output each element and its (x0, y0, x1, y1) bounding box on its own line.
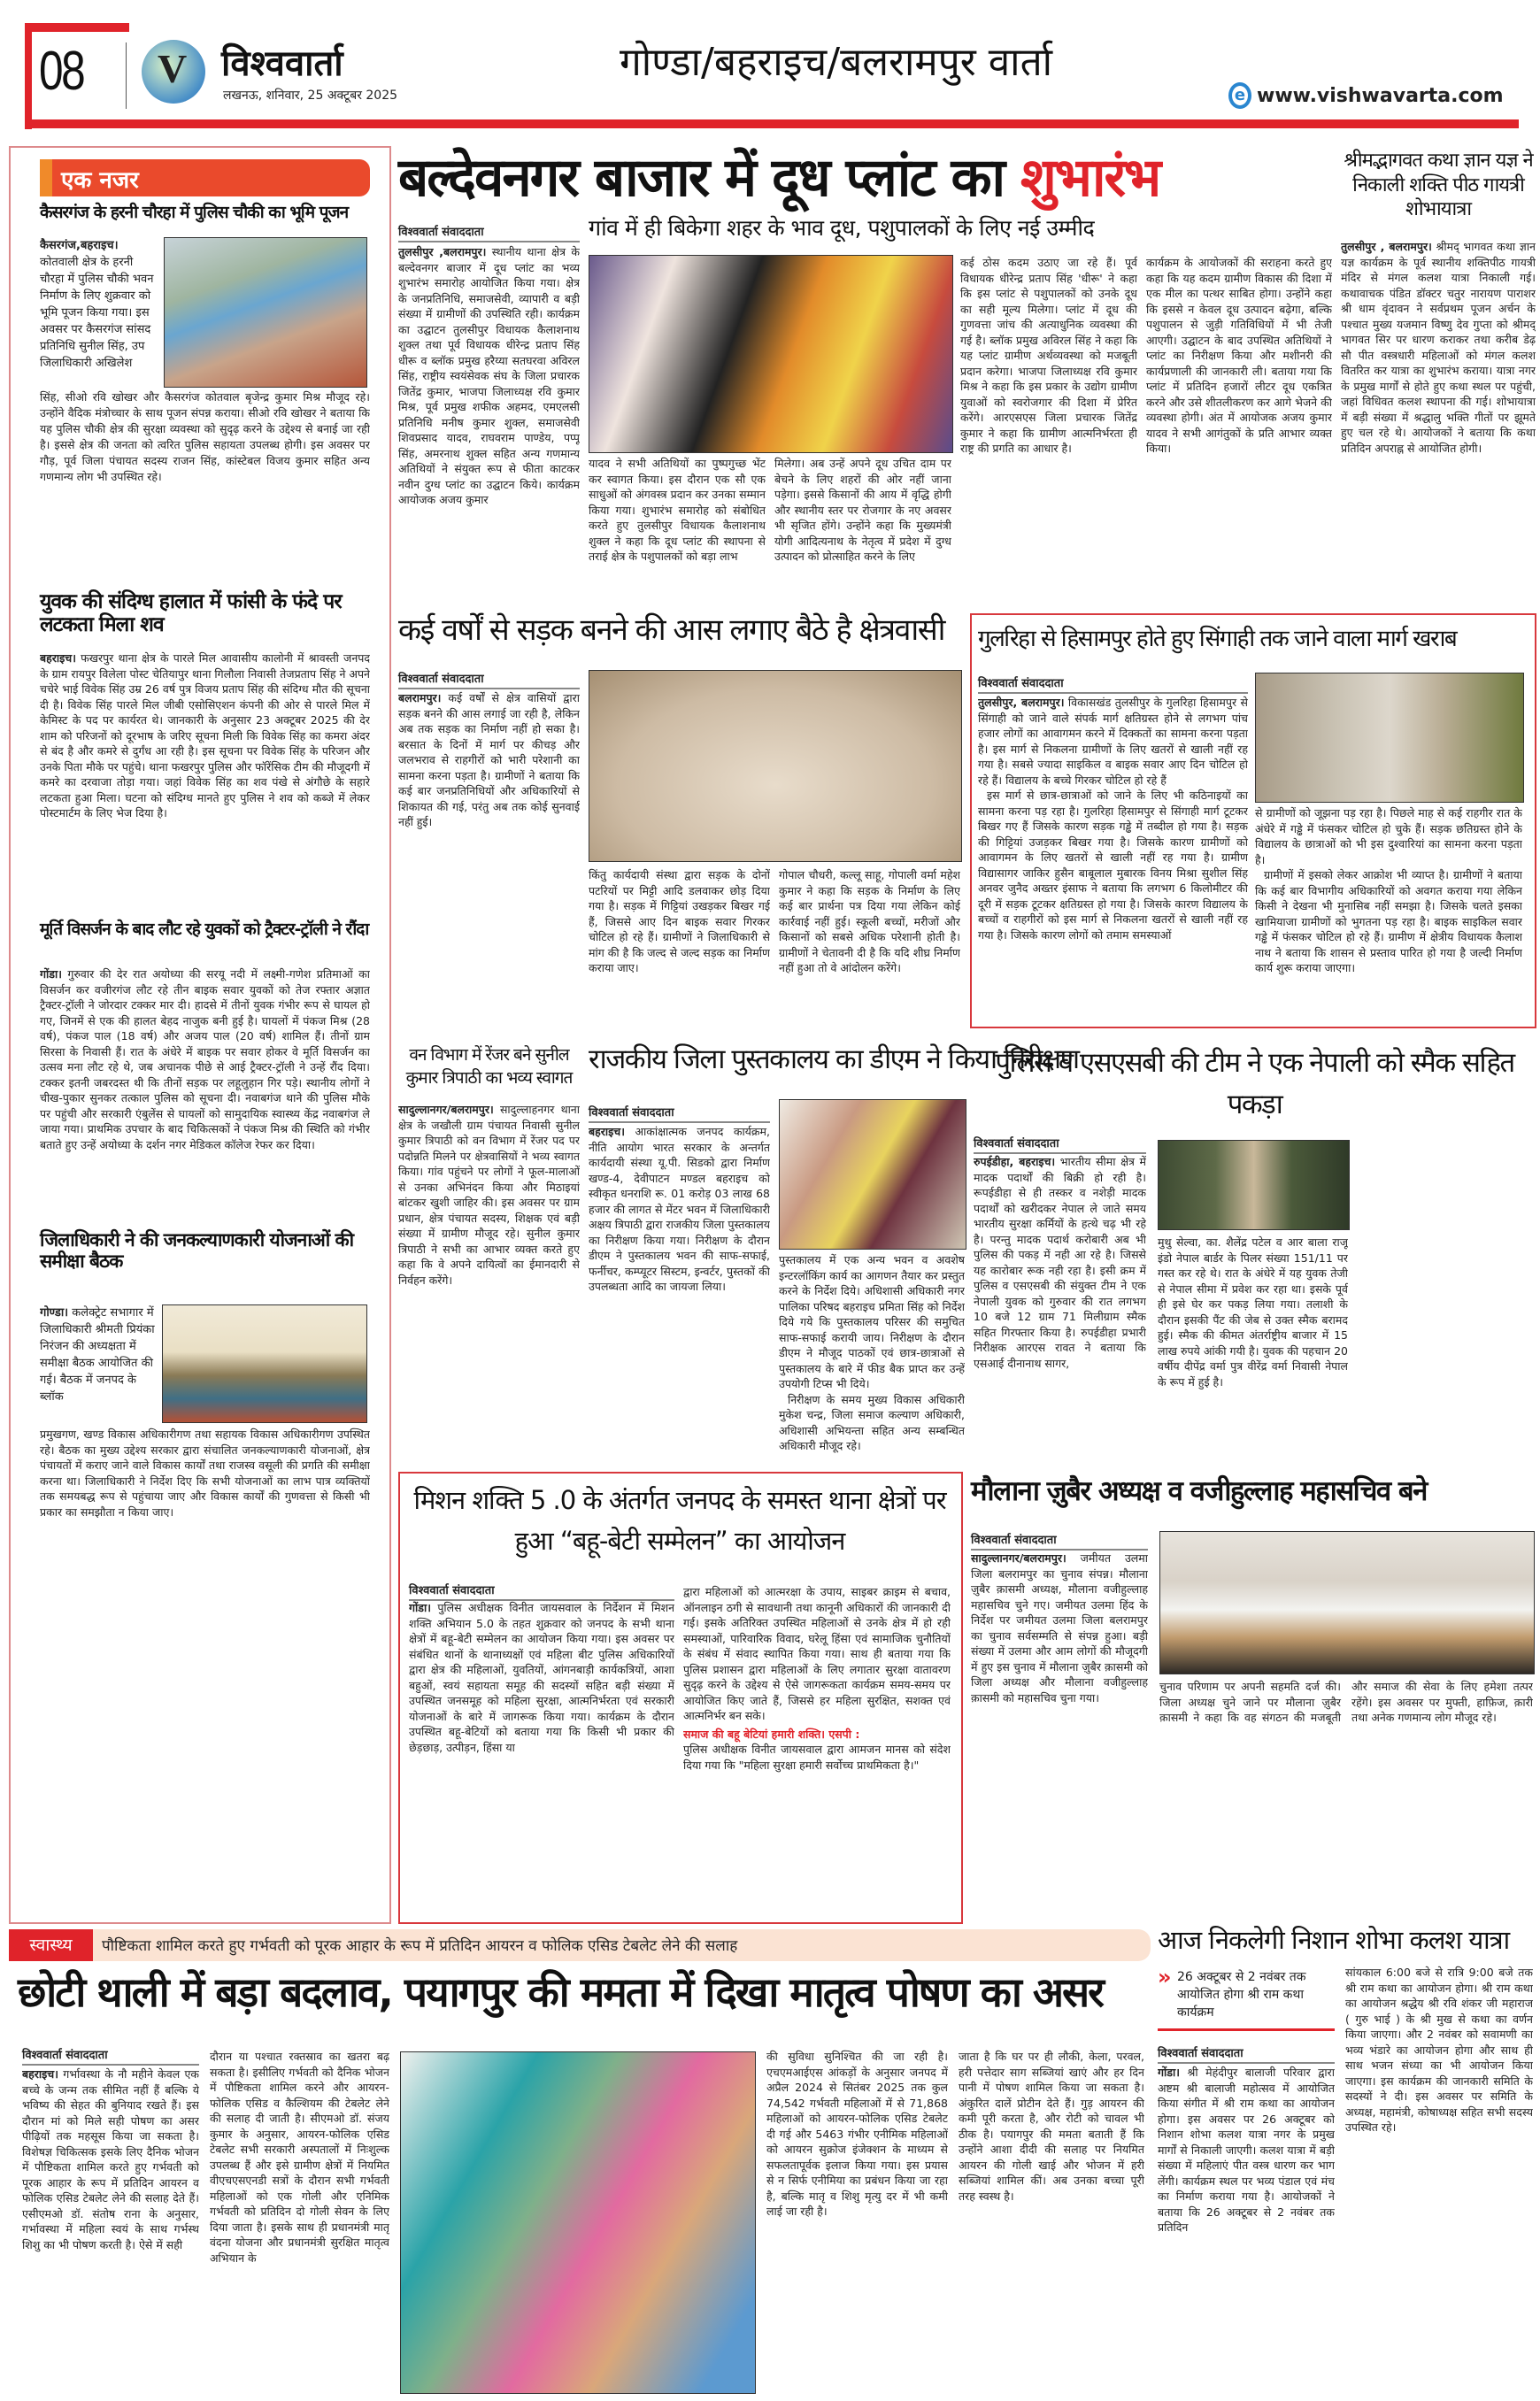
health-kicker: पौष्टिकता शामिल करते हुए गर्भवती को पूरक आहार के रूप में प्रतिदिन आयरन व फोलिक एसिड टेबलेट लेने की सलाह (102, 1937, 738, 1955)
dateline: गोंडा। (409, 1601, 431, 1614)
article-body: मुथु सेल्वा, का. शैलेंद्र पटेल व आर बाला राजू इंडो नेपाल बार्डर के पिलर संख्या 151/11 पर गस्त कर रहे थे। रात के अंधेरे में यह युवक तेजी से नेपाल सीमा में प्रवेश कर रहा था। इसके पूर्व ही इसे घेर कर पकड़ लिया गया। तलाशी के दौरान इसकी पैंट की जेब से उक्त स्मैक बरामद हुई। स्मैक की कीमत अंतर्राष्ट्रीय बाजार में 15 लाख रुपये आंकी गयी है। युवक की पहचान 20 वर्षीय दीपेंद्र वर्मा पुत्र वीरेंद्र वर्मा निवासी नेपाल के रूप में हुई है। (1158, 1235, 1348, 1389)
article-body: दौरान या पश्चात रक्तस्राव का खतरा बढ़ सकता है। इसीलिए गर्भवती को दैनिक भोजन में पौष्टिकता शामिल करने और आयरन-फोलिक एसिड व कैल्शियम की टेबलेट लेने की सलाह दी जाती है। सीएमओ डॉ. संजय कुमार के अनुसार, आयरन-फोलिक एसिड टेबलेट सभी सरकारी अस्पतालों में निःशुल्क उपलब्ध हैं और इसे ग्रामीण क्षेत्रों में नियमित वीएचएसएनडी सत्रों के दौरान सभी गर्भवती महिलाओं को एक गोली और एनिमिक गर्भवती को प्रतिदिन दो गोली सेवन के लिए दिया जाता है। इसके साथ ही प्रधानमंत्री मातृ वंदना योजना और प्रधानमंत्री सुरक्षित मातृत्व अभियान के (210, 2050, 389, 2265)
article-body: चुनाव परिणाम पर अपनी सहमति दर्ज की। जिला अध्यक्ष चुने जाने पर मौलाना ज़ुबैर क़ासमी ने कहा कि वह संगठन की मजबूती और समाज की सेवा के लिए हमेशा तत्पर रहेंगे। इस अवसर पर मुफ्ती, हाफ़िज, क़ारी तथा अनेक गणमान्य लोग मौजूद रहे। (1159, 1680, 1533, 1724)
article-body (974, 1154, 1146, 1460)
photo-damaged-road (589, 670, 962, 862)
article-body (1158, 2065, 1335, 2394)
body-text: सादुल्लाहनगर थाना क्षेत्र के जखौली ग्राम पंचायत निवासी सुनील कुमार त्रिपाठी को वन विभाग में रेंजर पद पर पदोन्नति मिलने पर क्षेत्रवासियों ने भव्य स्वागत किया। गांव पहुंचने पर लोगों ने फूल-मालाओं से उनका अभिनंदन किया और मिठाइयां बांटकर खुशी जाहिर की। इस अवसर पर ग्राम प्रधान, क्षेत्र पंचायत सदस्य, शिक्षक एवं बड़ी संख्या में ग्रामीण मौजूद रहे। सुनील कुमार त्रिपाठी ने सभी का आभार व्यक्त करते हुए कहा कि वे अपने दायित्वों का ईमानदारी से निर्वहन करेंगे। (398, 1103, 580, 1287)
dateline: बहराइच। (40, 651, 76, 665)
article-body: की सुविधा सुनिश्चित की जा रही है। एचएमआईएस आंकड़ों के अनुसार जनपद में अप्रैल 2024 से सितंबर 2025 तक कुल 74,542 गर्भवती महिलाओं में से 71,868 महिलाओं को आयरन-फोलिक एसिड टेबलेट दी गई और 5463 गंभीर एनीमिक महिलाओं को आयरन सुक्रोज इंजेक्शन के माध्यम से सफलतापूर्वक इलाज किया गया। इस प्रयास से न सिर्फ एनीमिया का प्रबंधन किया जा रहा है, बल्कि मातृ व शिशु मृत्यु दर में भी कमी लाई जा रही है। (766, 2050, 948, 2218)
dateline: बहराइच। (22, 2067, 58, 2081)
byline: विश्ववार्ता संवाददाता (589, 1104, 770, 1123)
dateline: कैसरगंज,बहराइच। (40, 239, 119, 252)
byline: विश्ववार्ता संवाददाता (971, 1531, 1148, 1551)
article-body: कार्यक्रम के आयोजकों की सराहना करते हुए कहा कि यह कदम ग्रामीण विकास की दिशा में एक मील का पत्थर साबित होगा। उन्होंने कहा कि इससे न केवल दूध उत्पादन बढ़ेगा, बल्कि पशुपालन से जुड़ी गतिविधियों में भी तेजी आएगी। उद्घाटन के बाद उपस्थित अतिथियों ने प्लांट का निरीक्षण किया और मशीनरी की कार्यप्रणाली की जानकारी ली। बताया गया कि प्लांट में प्रतिदिन हजारों लीटर दूध एकत्रित करने और उसे शीतलीकरण कर आगे भेजने की व्यवस्था होगी। अंत में आयोजक अजय कुमार यादव ने सभी आगंतुकों के प्रति आभार व्यक्त किया। (1146, 256, 1332, 455)
dateline: बहराइच। (589, 1125, 625, 1138)
lead-headline-red: शुभारंभ (1020, 147, 1160, 209)
body-text: पुस्तकालय में एक अन्य भवन व अवशेष इन्टरलॉकिंग कार्य का आगणन तैयार कर प्रस्तुत करने के निर्देश दिये। अधिशासी अधिकारी नगर पालिका परिषद बहराइच प्रमिता सिंह को निर्देश दिये गये कि पुस्तकालय परिसर की समुचित साफ-सफाई करायी जाय। निरीक्षण के दौरान डीएम ने मौजूद पाठकों एवं छात्र-छात्राओं से पुस्तकालय के बारे में फीड बैक प्राप्त कर उन्हें उपयोगी टिप्स भी दिये। (779, 1253, 965, 1390)
kalash-highlight (1158, 1966, 1335, 2031)
byline: विश्ववार्ता संवाददाता (409, 1581, 674, 1601)
dateline: सादुल्लानगर/बलरामपुर। (971, 1551, 1066, 1565)
body-text: जमीयत उलमा जिला बलरामपुर का चुनाव संपन्न। मौलाना ज़ुबैर क़ासमी अध्यक्ष, मौलाना वजीहुल्लाह महासचिव चुने गए। जमीयत उलमा हिंद के निर्देश पर जमीयत उलमा जिला बलरामपुर का चुनाव सर्वसम्मति से संपन्न हुआ। बड़ी संख्या में उलमा और आम लोगों की मौजूदगी में हुए इस चुनाव में मौलाना ज़ुबैर क़ासमी को जिला अध्यक्ष और मौलाना वजीहुल्लाह क़ासमी को महासचिव चुना गया। (971, 1551, 1148, 1705)
article-body: जाता है कि घर पर ही लौकी, केला, परवल, हरी पत्तेदार साग सब्जियां खाएं और हर दिन पानी में पोषण शामिल किया जा सकता है। अंकुरित दालें प्रोटीन देते हैं। गुड़ आयरन की कमी पूरी करता है, और रोटी को चावल भी ठीक है। पयागपुर की ममता बताती हैं कि उन्होंने आशा दीदी की सलाह पर नियमित आयरन की गोली खाई और भोजन में हरी सब्जियां शामिल कीं। अब उनका बच्चा पूरी तरह स्वस्थ है। (959, 2050, 1144, 2203)
body-text: श्री मेहंदीपुर बालाजी परिवार द्वारा अष्टम श्री बालाजी महोत्सव में आयोजित किया संगीत में श्री राम कथा का आयोजन होगा। इस अवसर पर 26 अक्टूबर को निशान शोभा कलश यात्रा नगर के प्रमुख मार्गों से निकाली जाएगी। कलश यात्रा में बड़ी संख्या में महिलाएं पीत वस्त्र धारण कर भाग लेंगी। कार्यक्रम स्थल पर भव्य पंडाल एवं मंच का निर्माण कराया गया है। आयोजकों ने बताया कि 26 अक्टूबर से 2 नवंबर तक प्रतिदिन (1158, 2066, 1335, 2234)
headline-health: छोटी थाली में बड़ा बदलाव, पयागपुर की ममता में दिखा मातृत्व पोषण का असर (18, 1968, 1103, 2016)
health-kicker-strip (9, 1929, 1151, 1961)
masthead-red-corner (25, 23, 129, 32)
headline-ssb-smack: पुलिस व एसएसबी की टीम ने एक नेपाली को स्मैक सहित पकड़ा (995, 1047, 1514, 1120)
body-text: स्थानीय थाना क्षेत्र के बल्देवनगर बाजार में दूध प्लांट का भव्य शुभारंभ समारोह आयोजित किया गया। क्षेत्र के जनप्रतिनिधि, समाजसेवी, व्यापारी व बड़ी संख्या में ग्रामीणों की उपस्थिति रही। कार्यक्रम का उद्घाटन तुलसीपुर विधायक कैलाशनाथ शुक्ल तथा पूर्व विधायक धीरेन्द्र प्रताप सिंह धीरू व ब्लॉक प्रमुख हरैय्या सतघरवा अविरल सिंह, राष्ट्रीय स्वयंसेवक संघ के जिला प्रचारक जितेंद्र कुमार, भाजपा जिलाध्यक्ष रवि कुमार मिश्र, पूर्व प्रमुख शफीक अहमद, एमएलसी प्रतिनिधि मनीष कुमार शुक्ल, समाजसेवी शिवप्रसाद यादव, राघवराम पाण्डेय, पप्पू सिंह, अमरनाथ शुक्ल सहित अन्य गणमान्य अतिथियों ने संयुक्त रूप से फीता काटकर नवीन दुग्ध प्लांट का उद्घाटन किये। कार्यक्रम आयोजक अजय कुमार (398, 245, 580, 506)
dateline: बलरामपुर। (398, 691, 442, 704)
lead-headline-black: बल्देवनगर बाजार में दूध प्लांट का (398, 147, 1005, 209)
photo-pregnant-women (400, 2051, 756, 2394)
body-text: विकासखंड तुलसीपुर के गुलरिहा हिसामपुर से सिंगाही को जाने वाले संपर्क मार्ग क्षतिग्रस्त होने से लगभग पांच हजार लोगों का आवागमन करने में दिक्कतों का सामना करना पड़ता है। इस मार्ग से निकलना ग्रामीणों के लिए खतरों से खाली नहीं रह गया है। सबसे ज्यादा साइकिल व बाइक सवार आए दिन चोटिल हो रहे हैं। विद्यालय के बच्चे गिरकर चोटिल हो रहे हैं (978, 696, 1248, 787)
body-text: श्रीमद् भागवत कथा ज्ञान यज्ञ कार्यक्रम के पूर्व स्थानीय शक्तिपीठ गायत्री मंदिर से मंगल कलश यात्रा निकाली गई। कथावाचक पंडित डॉक्टर चतुर नारायण पाराशर श्री धाम वृंदावन ने सर्वप्रथम पूजन अर्चन के पश्चात मुख्य यजमान विष्णु देव गुप्ता को श्रीमद् भागवत सिर पर धारण कराकर तथा करीब डेढ़ सौ पीत वस्त्रधारी महिलाओं को मंगल कलश वितरित कर यात्रा का शुभारंभ कराया। यात्रा नगर के प्रमुख मार्गों से होते हुए कथा स्थल पर पहुंची, जहां विधिवत कलश स्थापना की गई। शोभायात्रा में बड़ी संख्या में श्रद्धालु भक्ति गीतों पर झूमते हुए चल रहे थे। आयोजकों ने बताया कि कथा प्रतिदिन अपराह्न से आयोजित होगी। (1341, 240, 1536, 455)
article-body (22, 2066, 199, 2394)
article-body: सिंह, सीओ रवि खोखर और कैसरगंज कोतवाल बृजेन्द्र कुमार मिश्र मौजूद रहे। उन्होंने वैदिक मंत्रोच्चार के साथ पूजन संपन्न कराया। सीओ रवि खोखर ने बताया कि यह पुलिस चौकी क्षेत्र की सुरक्षा व्यवस्था को सुदृढ़ करने के उद्देश्य से बनाई जा रही है। इससे क्षेत्र की जनता को त्वरित पुलिस सहायता उपलब्ध होगी। इस अवसर पर गौड़, पूर्व जिला पंचायत सदस्य राजन सिंह, कांस्टेबल विजय कुमार सहित अन्य गणमान्य लोग भी उपस्थित रहे। (40, 390, 370, 483)
article-body (978, 695, 1248, 1018)
headline-ranger-welcome: वन विभाग में रेंजर बने सुनील कुमार त्रिपाठी का भव्य स्वागत (405, 1045, 573, 1088)
article-body: प्रमुखगण, खण्ड विकास अधिकारीगण तथा सहायक विकास अधिकारीगण उपस्थित रहे। बैठक का मुख्य उद्देश्य सरकार द्वारा संचालित जनकल्याणकारी योजनाओं, क्षेत्र पंचायतों में कराए जाने वाले विकास कार्यों तथा राजस्व वसूली की प्रगति की समीक्षा करना था। जिलाधिकारी ने निर्देश दिए कि सभी योजनाओं का लाभ पात्र व्यक्तियों तक समयबद्ध रूप से पहुंचाया जाए और विकास कार्यों की गुणवत्ता से किसी भी प्रकार का समझौता न किया जाए। (40, 1428, 370, 1519)
article-body (40, 650, 370, 914)
article-body (398, 1102, 580, 1460)
article-body: मिलेगा। अब उन्हें अपने दूध उचित दाम पर बेचने के लिए शहरों की ओर नहीं जाना पड़ेगा। इससे किसानों की आय में वृद्धि होगी और स्थानीय स्तर पर रोजगार के नए अवसर भी सृजित होंगे। उन्होंने कहा कि मुख्यमंत्री योगी आदित्यनाथ के नेतृत्व में प्रदेश में दुग्ध उत्पादन को प्रोत्साहित करने के लिए (774, 457, 951, 563)
article-body (683, 1584, 951, 1914)
dateline: सादुल्लानगर/बलरामपुर। (398, 1103, 494, 1116)
dateline: गोंडा। (1158, 2066, 1180, 2079)
article-body (40, 966, 370, 1223)
ek-nazar-label-bar (40, 159, 370, 196)
headline-maulana-zubair: मौलाना ज़ुबैर अध्यक्ष व वजीहुल्लाह महासचिव बने (971, 1475, 1427, 1507)
byline: विश्ववार्ता संवाददाता (974, 1135, 1146, 1154)
headline-mission-shakti: मिशन शक्ति 5 .0 के अंतर्गत जनपद के समस्त थाना क्षेत्रों पर हुआ “बहू-बेटी सम्मेलन” का आयोजन (413, 1485, 946, 1557)
dateline: तुलसीपुर , बलरामपुर। (1341, 240, 1432, 253)
photo-milk-plant-inauguration (589, 255, 953, 453)
logo-icon: V (142, 40, 205, 104)
section-title: गोण्डा/बहराइच/बलरामपुर वार्ता (620, 40, 1053, 85)
mission-subhead: समाज की बहू बेटियां हमारी शक्ति। एसपी : (683, 1727, 860, 1741)
chevron-double-right-icon: » (1158, 1965, 1172, 1989)
body-text: आकांक्षात्मक जनपद कार्यक्रम, नीति आयोग भारत सरकार के अन्तर्गत कार्यदायी संस्था यू.पी. सिडको द्वारा निर्माण खण्ड-4, देवीपाटन मण्डल बहराइच को स्वीकृत धनराशि रू. 01 करोड़ 03 लाख 68 हजार की लागत से मेंटर भवन में जिलाधिकारी अक्षय त्रिपाठी द्वारा राजकीय जिला पुस्तकालय का निरीक्षण किया गया। निरीक्षण के दौरान डीएम ने पुस्तकालय भवन की साफ-सफाई, फर्नीचर, कम्प्यूटर सिस्टम, इन्वर्टर, पुस्तकों की उपलब्धता आदि का जायजा लिया। (589, 1125, 770, 1293)
body-text: पुलिस अधीक्षक विनीत जायसवाल द्वारा आमजन मानस को संदेश दिया गया कि "महिला सुरक्षा हमारी सर्वोच्च प्राथमिकता है।" (683, 1743, 951, 1772)
website-link[interactable]: www.vishwavarta.com (1257, 85, 1504, 107)
article-body (779, 1252, 965, 1460)
body-text: कई वर्षों से क्षेत्र वासियों द्वारा सड़क बनने की आस लगाई जा रही है, लेकिन अब तक सड़क का निर्माण नहीं हो सका है। बरसात के दिनों में मार्ग पर कीचड़ और जलभराव से राहगीरों को भारी परेशानी का सामना करना पड़ता है। ग्रामीणों ने बताया कि कई बार जनप्रतिनिधियों और अधिकारियों से शिकायत की गई, परंतु अब तक कोई सुनवाई नहीं हुई। (398, 691, 580, 828)
article-body (409, 1600, 674, 1914)
body-text: गर्भावस्था के नौ महीने केवल एक बच्चे के जन्म तक सीमित नहीं हैं बल्कि ये भविष्य की सेहत की बुनियाद रखते हैं। इस दौरान मां को मिले सही पोषण का असर पीढ़ियों तक महसूस किया जा सकता है। विशेषज्ञ चिकित्सक इसके लिए दैनिक भोजन में पौष्टिकता शामिल करते हुए गर्भवती को पूरक आहार के रूप में प्रतिदिन आयरन व फोलिक एसिड टेबलेट लेने की सलाह देते हैं। एसीएमओ डॉ. संतोष राना के अनुसार, गर्भावस्था में महिला स्वयं के साथ गर्भस्थ शिशु का भी पोषण करती है। ऐसे में सही (22, 2067, 199, 2251)
headline-dm-review: जिलाधिकारी ने की जनकल्याणकारी योजनाओं की समीक्षा बैठक (40, 1229, 354, 1272)
photo-meeting-hall (162, 1304, 367, 1423)
headline-bhagwat-katha: श्रीमद्भागवत कथा ज्ञान यज्ञ ने निकाली शक्ति पीठ गायत्री शोभायात्रा (1344, 150, 1533, 220)
dateline: गोंडा। (40, 967, 62, 981)
article-body (398, 244, 580, 602)
dateline: लखनऊ, शनिवार, 25 अक्टूबर 2025 (223, 88, 398, 103)
photo-jamiat-members (1159, 1531, 1535, 1674)
body-text: से ग्रामीणों को जूझना पड़ रहा है। पिछले माह से कई राहगीर रात के अंधेरे में गड्ढे में फंसकर चोटिल हो चुके हैं। सड़क छतिग्रस्त होने के विद्यालय के छात्राओं को भी इस दुश्वारियां का सामना करना पड़ता है। (1255, 806, 1522, 866)
byline: विश्ववार्ता संवाददाता (398, 670, 580, 689)
article-body: यादव ने सभी अतिथियों का पुष्पगुच्छ भेंट कर स्वागत किया। इस दौरान एक सौ एक साधुओं को अंगवस्त्र प्रदान कर उनका सम्मान किया गया। शुभारंभ समारोह को संबोधित करते हुए तुलसीपुर विधायक कैलाशनाथ शुक्ल ने कहा कि दूध प्लांट की स्थापना से तराई क्षेत्र के पशुपालकों को बड़ा लाभ (589, 457, 766, 563)
photo-gulriha-road (1255, 673, 1524, 803)
ek-nazar-label: एक नजर (61, 167, 139, 194)
headline-tractor-accident: मूर्ति विसर्जन के बाद लौट रहे युवकों को ट्रैक्टर-ट्रॉली ने रौंदा (40, 920, 369, 939)
headline-kalash-yatra: आज निकलेगी निशान शोभा कलश यात्रा (1158, 1925, 1510, 1955)
article-body (40, 237, 157, 388)
dateline: तुलसीपुर ,बलरामपुर। (398, 245, 487, 258)
article-body (1341, 239, 1536, 602)
body-text: कोतवाली क्षेत्र के हरनी चौरहा में पुलिस चौकी भवन निर्माण के लिए शुक्रवार को भूमि पूजन किया गया। इस अवसर पर कैसरगंज सांसद प्रतिनिधि सुनील सिंह, उप जिलाधिकारी अखिलेश (40, 256, 154, 370)
body-text: फखरपुर थाना क्षेत्र के पारले मिल आवासीय कालोनी में श्रावस्ती जनपद के ग्राम रायपुर विलेला पोस्ट चेतियापुर थाना गिलौला निवासी तेजप्रताप सिंह ने अपने चचेरे भाई विवेक सिंह उम्र 26 वर्ष पुत्र विजय प्रताप सिंह की संदिग्ध मौत की सूचना दी है। विवेक सिंह पारले मिल जीबी एसोसिएशन कंपनी की ओर से पारले मिल में केमिस्ट के पद पर कार्यरत थे। जानकारी के अनुसार 23 अक्टूबर 2025 की देर शाम को परिजनों को दूरभाष के जरिए सूचना मिली कि विवेक सिंह का कमरा अंदर से बंद है और कमरे से दुर्गंध आ रही है। इस सूचना पर विवेक सिंह के परिजन और उनके पिता मौके पर पहुंचे। थाना फखरपुर पुलिस और फॉरेंसिक टीम की मौजूदगी में कमरे का दरवाजा तोड़ा गया। जहां विवेक सिंह का शव पंखे से अंगौछे के सहारे लटकता हुआ मिला। घटना को संदिग्ध मानते हुए पुलिस ने शव को कब्जे में लेकर पोस्टमार्टम के लिए भेज दिया है। (40, 651, 370, 820)
article-body: सांयकाल 6:00 बजे से रात्रि 9:00 बजे तक श्री राम कथा का आयोजन होगा। श्री राम कथा का आयोजन श्रद्धेय श्री रवि शंकर जी महाराज ( गुरु भाई ) के श्री मुख से कथा का वर्णन किया जाएगा। और 2 नवंबर को सवामणी का भव्य भंडारे का आयोजन होगा और साथ ही साथ भजन संध्या का भी आयोजन किया जाएगा। इस कार्यक्रम की जानकारी समिति के सदस्यों ने दी। इस अवसर पर समिति के अध्यक्ष, महामंत्री, कोषाध्यक्ष सहित सभी सदस्य उपस्थित रहे। (1345, 1966, 1533, 2134)
page-number: 08 (39, 41, 84, 102)
masthead-red-rule (25, 119, 1519, 128)
body-text: गुरुवार की देर रात अयोध्या की सरयू नदी में लक्ष्मी-गणेश प्रतिमाओं का विसर्जन कर वजीरगंज लौट रहे तीन बाइक सवार युवकों को तेज रफ्तार अज्ञात ट्रैक्टर-ट्रॉली ने जोरदार टक्कर मार दी। हादसे में तीनों युवक गंभीर रूप से घायल हो गए, जिनमें से एक की हालत बेहद नाजुक बनी हुई है। घायलों में पंकज मिश्र (28 वर्ष), पंकज पाल (18 वर्ष) और अजय पाल (20 वर्ष) शामिल हैं। तीनों ग्राम सिरसा के निवासी हैं। रात के अंधेरे में बाइक पर सवार होकर वे मूर्ति विसर्जन का उत्सव मना लौट रहे थे, जब अचानक पीछे से आई ट्रैक्टर-ट्रॉली ने उन्हें रौंद दिया। टक्कर इतनी जबरदस्त थी कि तीनों सड़क पर लहूलुहान गिर पड़े। स्थानीय लोगों ने चीख-पुकार सुनकर तत्काल पुलिस को सूचना दी। नवाबगंज थाने की पुलिस मौके पर पहुंची और सरकारी एंबुलेंस से घायलों को सामुदायिक स्वास्थ्य केंद्र नवाबगंज ले जाया गया। प्राथमिक उपचार के बाद चिकित्सकों ने पंकज मिश्र की स्थिति को गंभीर बताते हुए उन्हें अयोध्या के दर्शन नगर मेडिकल कॉलेज रेफर कर दिया। (40, 967, 370, 1151)
byline: विश्ववार्ता संवाददाता (978, 674, 1248, 694)
article-body: कई ठोस कदम उठाए जा रहे हैं। पूर्व विधायक धीरेन्द्र प्रताप सिंह 'धीरू' ने कहा कि इस प्लांट से पशुपालकों को उनके दूध का सही मूल्य मिलेगा। प्लांट में दूध की गुणवत्ता जांच की अत्याधुनिक व्यवस्था की गई है। ब्लॉक प्रमुख अविरल सिंह ने कहा कि यह प्लांट ग्रामीण अर्थव्यवस्था को मजबूती प्रदान करेगा। भाजपा जिलाध्यक्ष रवि कुमार मिश्र ने कहा कि इस प्रकार के उद्योग ग्रामीण युवाओं को स्वरोजगार की दिशा में प्रेरित करेंगे। आरएसएस जिला प्रचारक जितेंद्र कुमार ने कहा कि ग्रामीण आत्मनिर्भरता ही राष्ट्र की प्रगति का आधार है। (960, 256, 1137, 455)
body-text: भारतीय सीमा क्षेत्र में मादक पदार्थों की बिक्री हो रही है। रूपईडीहा से ही तस्कर व नशेड़ी मादक पदार्थों को खरीदकर नेपाल ले जाते समय भारतीय सुरक्षा कर्मियों के हत्थे चढ़ भी रहे है। परन्तु मादक पदार्थ करोबारी अब भी पुलिस की पकड़ में नही आ रहे है। जिससे यह कारोबार रूक नही रहा है। इसी क्रम में पुलिस व एसएसबी की संयुक्त टीम ने एक नेपाली युवक को गुरुवार की रात लगभग 10 बजे 12 ग्राम 71 मिलीग्राम स्मैक सहित गिरफ्तार किया है। रुपईडीहा प्रभारी निरीक्षक आरएस रावत ने बताया कि एसआई दीनानाथ सागर, (974, 1155, 1146, 1370)
body-text: कलेक्ट्रेट सभागार में जिलाधिकारी श्रीमती प्रियंका निरंजन की अध्यक्षता में समीक्षा बैठक आयोजित की गई। बैठक में जनपद के ब्लॉक (40, 1306, 155, 1404)
divider (126, 42, 127, 109)
article-body: किंतु कार्यदायी संस्था द्वारा सड़क के दोनों पटरियों पर मिट्टी आदि डलवाकर छोड़ दिया गया है। सड़क में गिट्टियां उखड़कर बिखर गई हैं, जिससे आए दिन बाइक सवार गिरकर चोटिल हो रहे हैं। ग्रामीणों ने जिलाधिकारी से मांग की है कि जल्द से जल्द सड़क का निर्माण कराया जाए। (589, 868, 770, 974)
photo-ssb-team (1158, 1140, 1350, 1230)
byline: विश्ववार्ता संवाददाता (1158, 2044, 1335, 2064)
article-body (1255, 805, 1522, 1018)
headline-kaiserganj: कैसरगंज के हरनी चौरहा में पुलिस चौकी का भूमि पूजन (40, 203, 349, 222)
masthead-red-edge (25, 23, 32, 129)
lead-headline (398, 149, 1336, 208)
headline-gulriha-road: गुलरिहा से हिसामपुर होते हुए सिंगाही तक जाने वाला मार्ग खराब (978, 626, 1457, 652)
kalash-highlight-text: 26 अक्टूबर से 2 नवंबर तक आयोजित होगा श्री राम कथा कार्यक्रम (1177, 1970, 1306, 2020)
article-body (589, 1124, 770, 1460)
article-body (40, 1304, 157, 1424)
body-text: इस मार्ग से छात्र-छात्राओं को जाने के लिए भी कठिनाइयों का सामना करना पड़ रहा है। गुलरिहा हिसामपुर से सिंगाही मार्ग टूटकर बिखर गए हैं जिसके कारण सड़क गड्ढे में तब्दील हो गया है। सड़क की गिट्टियां उजड़कर बिखर गया है। जिसके कारण ग्रामीणों को आवागमन के लिए खतरों से खाली नहीं रह गया है। ग्रामीण विद्यासागर जाकिर हुसैन बाबूलाल मुबारक विनय मिश्रा सुशील सिंह अनवर जुनैद अख्तर इंसाफ ने बताया कि लगभग 6 किलोमीटर की दूरी में सड़क टूटकर क्षतिग्रस्त हो गया है। जिसके कारण विद्यालय के बच्चों व राहगीरों को इस मार्ग से निकलना खतरों से खाली नहीं रह गया है। जिसके कारण लोगों को तमाम समस्याओं (978, 789, 1248, 942)
article-body: गोपाल चौधरी, कल्लू साहू, गोपाली वर्मा महेश कुमार ने कहा कि सड़क के निर्माण के लिए कई बार प्रार्थना पत्र दिया गया लेकिन कोई कार्रवाई नहीं हुई। स्कूली बच्चों, मरीजों और किसानों को सबसे अधिक परेशानी होती है। ग्रामीणों ने चेतावनी दी है कि यदि शीघ्र निर्माण नहीं हुआ तो वे आंदोलन करेंगे। (779, 868, 960, 974)
body-text: पुलिस अधीक्षक विनीत जायसवाल के निर्देशन में मिशन शक्ति अभियान 5.0 के तहत शुक्रवार को जनपद के सभी थाना क्षेत्रों में बहू-बेटी सम्मेलन का आयोजन किया गया। इस अवसर पर संबंधित थानों के थानाध्यक्षों एवं महिला बीट पुलिस अधिकारियों द्वारा क्षेत्र की महिलाओं, युवतियों, आंगनबाड़ी कार्यकत्रियों, आशा बहुओं, स्वयं सहायता समूह की सदस्यों सहित बड़ी संख्या में उपस्थित जनसमूह को महिला सुरक्षा, आत्मनिर्भरता एवं सरकारी योजनाओं के बारे में जागरूक किया गया। कार्यक्रम के दौरान उपस्थित बहू-बेटियों को बताया गया कि किसी भी प्रकार की छेड़छाड़, उत्पीड़न, हिंसा या (409, 1601, 674, 1754)
photo-bhoomi-pujan (164, 237, 367, 388)
browser-e-icon: e (1228, 82, 1251, 109)
byline: विश्ववार्ता संवाददाता (398, 223, 580, 242)
article-body (971, 1551, 1148, 1918)
dateline: रुपईडीहा, बहराइच। (974, 1155, 1056, 1168)
paper-name: विश्ववार्ता (221, 43, 343, 84)
photo-library (779, 1099, 966, 1250)
article-body (398, 690, 580, 1035)
headline-road-hope: कई वर्षों से सड़क बनने की आस लगाए बैठे है क्षेत्रवासी (398, 612, 944, 648)
headline-suspicious-death: युवक की संदिग्ध हालात में फांसी के फंदे पर लटकता मिला शव (40, 590, 342, 636)
byline: विश्ववार्ता संवाददाता (22, 2046, 199, 2066)
lead-subheadline: गांव में ही बिकेगा शहर के भाव दूध, पशुपालकों के लिए नई उम्मीद (589, 215, 1095, 241)
dateline: गोण्डा। (40, 1306, 69, 1320)
headline-library-inspection: राजकीय जिला पुस्तकालय का डीएम ने किया निरीक्षण (589, 1043, 1079, 1075)
body-text: ग्रामीणों में इसको लेकर आक्रोश भी व्याप्त है। ग्रामीणों ने बताया कि कई बार विभागीय अधिकारियों को अवगत कराया गया लेकिन किसी ने देखना भी मुनासिब नहीं समझा है। जिसके चलते इसका खामियाजा ग्रामीणों को भुगतना पड़ रहा है। बाइक साइकिल सवार गड्ढे में फंसकर चोटिल हो रहे हैं। ग्रामीण में क्षेत्रीय विधायक कैलाश नाथ ने बताया कि शासन से प्रस्ताव पारित हो गया है जल्दी निर्माण कार्य शुरू कराया जाएगा। (1255, 868, 1522, 974)
body-text: निरीक्षण के समय मुख्य विकास अधिकारी मुकेश चन्द्र, जिला समाज कल्याण अधिकारी, अधिशासी अभियन्ता सहित अन्य सम्बन्धित अधिकारी मौजूद रहे। (779, 1392, 965, 1452)
dateline: तुलसीपुर, बलरामपुर। (978, 696, 1065, 709)
body-text: द्वारा महिलाओं को आत्मरक्षा के उपाय, साइबर क्राइम से बचाव, ऑनलाइन ठगी से सावधानी तथा कानूनी अधिकारों की जानकारी दी गई। इसके अतिरिक्त उपस्थित महिलाओं से उनके क्षेत्र में हो रही समस्याओं, पारिवारिक विवाद, घरेलू हिंसा एवं सामाजिक चुनौतियों के संबंध में संवाद स्थापित किया गया। साथ ही बताया गया कि पुलिस प्रशासन द्वारा महिलाओं के लिए लगातार सुरक्षा वातावरण सुदृढ़ करने के उद्देश्य से ऐसे जागरूकता कार्यक्रम समय-समय पर आयोजित किए जाते हैं, जिससे हर महिला सुरक्षित, सशक्त एवं आत्मनिर्भर बन सके। (683, 1585, 951, 1722)
section-label-health: स्वास्थ्य (9, 1929, 93, 1961)
